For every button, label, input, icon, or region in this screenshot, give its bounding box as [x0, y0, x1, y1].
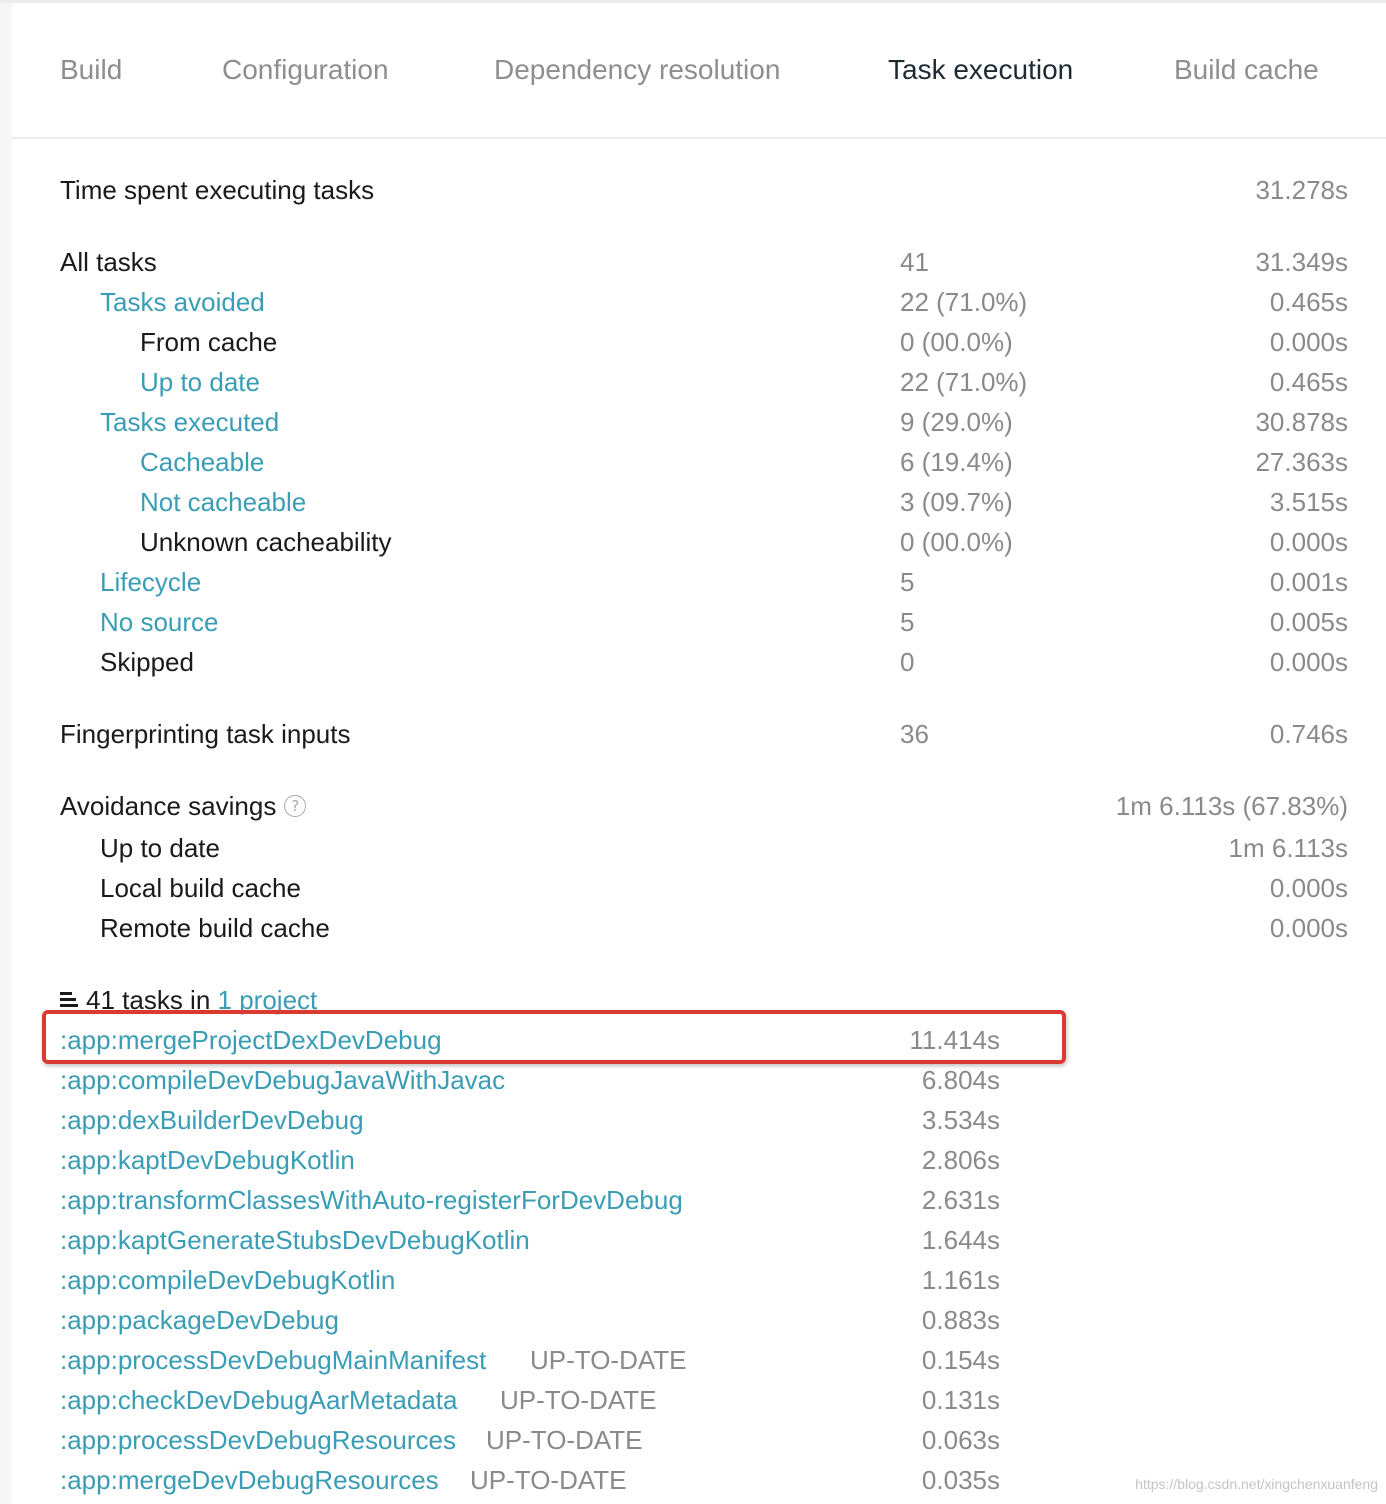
- stat-tasks-executed: [100, 402, 1348, 442]
- stat-time: 0.746s: [1269, 719, 1348, 749]
- task-duration: 0.154s: [921, 1345, 1000, 1375]
- task-duration: 0.883s: [921, 1305, 1000, 1335]
- stat-time: 0.005s: [1269, 607, 1348, 637]
- task-duration: 0.131s: [921, 1385, 1000, 1415]
- task-row[interactable]: [60, 1420, 1000, 1460]
- task-status: UP-TO-DATE: [470, 1465, 627, 1495]
- task-name-link[interactable]: :app:packageDevDebug: [60, 1305, 339, 1335]
- stat-count: 3 (09.7%): [900, 487, 1013, 517]
- task-name-link[interactable]: :app:kaptDevDebugKotlin: [60, 1145, 355, 1175]
- watermark: https://blog.csdn.net/xingchenxuanfeng: [1135, 1476, 1378, 1492]
- tasks-avoided-link[interactable]: Tasks avoided: [100, 287, 265, 317]
- stat-time: 0.465s: [1269, 367, 1348, 397]
- stat-count: 22 (71.0%): [900, 287, 1028, 317]
- stat-time: 31.278s: [1255, 175, 1348, 205]
- stat-count: 5: [900, 567, 915, 597]
- task-name-link[interactable]: :app:mergeDevDebugResources: [60, 1465, 439, 1495]
- stat-label: Fingerprinting task inputs: [60, 719, 351, 749]
- no-source-link[interactable]: No source: [100, 607, 219, 637]
- task-duration: 2.806s: [921, 1145, 1000, 1175]
- task-duration: 1.644s: [921, 1225, 1000, 1255]
- avoidance-local-cache: [100, 868, 1348, 908]
- task-row[interactable]: [60, 1260, 1000, 1300]
- task-status: UP-TO-DATE: [486, 1425, 643, 1455]
- help-icon[interactable]: ?: [284, 795, 306, 817]
- stat-count: 6 (19.4%): [900, 447, 1013, 477]
- task-duration: 0.035s: [921, 1465, 1000, 1495]
- stat-label: Time spent executing tasks: [60, 175, 375, 205]
- task-status: UP-TO-DATE: [530, 1345, 687, 1375]
- stat-time: 0.000s: [1269, 913, 1348, 943]
- stat-count: 22 (71.0%): [900, 367, 1028, 397]
- tab-build-cache[interactable]: Build cache: [1174, 54, 1319, 85]
- cacheable-link[interactable]: Cacheable: [140, 447, 265, 477]
- stat-count: 0 (00.0%): [900, 327, 1013, 357]
- stat-count: 5: [900, 607, 915, 637]
- task-row[interactable]: [60, 1380, 1000, 1420]
- stat-count: 9 (29.0%): [900, 407, 1013, 437]
- highlight-annotation: [42, 1010, 1066, 1064]
- stat-lifecycle: [100, 562, 1348, 602]
- stat-count: 0 (00.0%): [900, 527, 1013, 557]
- task-row[interactable]: [60, 1100, 1000, 1140]
- stat-time: 0.000s: [1269, 647, 1348, 677]
- stat-label: Unknown cacheability: [140, 527, 392, 557]
- task-duration: 11.414s: [909, 1025, 1000, 1055]
- task-row[interactable]: [60, 1300, 1000, 1340]
- avoidance-savings: [60, 786, 1348, 826]
- avoidance-label-wrap: [60, 786, 306, 826]
- task-name-link[interactable]: :app:processDevDebugResources: [60, 1425, 456, 1455]
- avoidance-label: Avoidance savings: [60, 791, 277, 821]
- stat-time: 0.000s: [1269, 873, 1348, 903]
- task-name-link[interactable]: :app:compileDevDebugKotlin: [60, 1265, 396, 1295]
- task-name-link[interactable]: :app:dexBuilderDevDebug: [60, 1105, 364, 1135]
- task-duration: 0.063s: [921, 1425, 1000, 1455]
- stat-up-to-date: [140, 362, 1348, 402]
- stat-label: Remote build cache: [100, 913, 330, 943]
- stat-time: 30.878s: [1255, 407, 1348, 437]
- stat-count: 36: [900, 719, 929, 749]
- task-row[interactable]: [60, 1140, 1000, 1180]
- task-duration: 6.804s: [921, 1065, 1000, 1095]
- left-edge-strip: [0, 0, 12, 1504]
- not-cacheable-link[interactable]: Not cacheable: [140, 487, 307, 517]
- stat-from-cache: [140, 322, 1348, 362]
- task-row[interactable]: [60, 1060, 1000, 1100]
- stat-count: 0: [900, 647, 915, 677]
- tab-dependency-resolution[interactable]: Dependency resolution: [494, 54, 781, 85]
- project-link[interactable]: 1 project: [217, 985, 318, 1015]
- task-row[interactable]: [60, 1460, 1000, 1500]
- avoidance-up-to-date: [100, 828, 1348, 868]
- tab-bar: [12, 0, 1386, 139]
- stat-time: 0.465s: [1269, 287, 1348, 317]
- stat-cacheable: [140, 442, 1348, 482]
- stat-time-spent: [60, 170, 1348, 210]
- stat-time: 27.363s: [1255, 447, 1348, 477]
- stat-tasks-avoided: [100, 282, 1348, 322]
- up-to-date-link[interactable]: Up to date: [140, 367, 260, 397]
- avoidance-remote-cache: [100, 908, 1348, 948]
- task-duration: 2.631s: [921, 1185, 1000, 1215]
- stat-count: 41: [900, 247, 929, 277]
- task-name-link[interactable]: :app:kaptGenerateStubsDevDebugKotlin: [60, 1225, 530, 1255]
- stat-label: From cache: [140, 327, 278, 357]
- stat-skipped: [100, 642, 1348, 682]
- stat-label: Skipped: [100, 647, 194, 677]
- task-name-link[interactable]: :app:checkDevDebugAarMetadata: [60, 1385, 458, 1415]
- stat-time: 3.515s: [1269, 487, 1348, 517]
- tab-configuration[interactable]: Configuration: [222, 54, 389, 85]
- stat-time: 1m 6.113s: [1228, 833, 1348, 863]
- stat-time: 31.349s: [1255, 247, 1348, 277]
- tasks-executed-link[interactable]: Tasks executed: [100, 407, 280, 437]
- stat-fingerprinting: [60, 714, 1348, 754]
- list-icon: [60, 992, 78, 1008]
- avoidance-total: 1m 6.113s (67.83%): [1115, 791, 1348, 821]
- task-name-link[interactable]: :app:mergeProjectDexDevDebug: [60, 1025, 442, 1055]
- stat-label: All tasks: [60, 247, 157, 277]
- stat-label: Up to date: [100, 833, 220, 863]
- task-row[interactable]: [60, 1220, 1000, 1260]
- task-status: UP-TO-DATE: [500, 1385, 657, 1415]
- task-name-link[interactable]: :app:compileDevDebugJavaWithJavac: [60, 1065, 506, 1095]
- stat-label: Local build cache: [100, 873, 301, 903]
- tab-task-execution[interactable]: Task execution: [888, 54, 1074, 85]
- lifecycle-link[interactable]: Lifecycle: [100, 567, 202, 597]
- stat-not-cacheable: [140, 482, 1348, 522]
- task-row[interactable]: [60, 1340, 1000, 1380]
- stat-time: 0.001s: [1269, 567, 1348, 597]
- task-duration: 3.534s: [921, 1105, 1000, 1135]
- tasks-count-text: 41 tasks in: [86, 985, 211, 1015]
- tab-build[interactable]: Build: [60, 54, 123, 85]
- stat-no-source: [100, 602, 1348, 642]
- task-name-link[interactable]: :app:transformClassesWithAuto-registerForDevDebug: [60, 1185, 683, 1215]
- task-duration: 1.161s: [921, 1265, 1000, 1295]
- stat-time: 0.000s: [1269, 327, 1348, 357]
- task-row[interactable]: [60, 1180, 1000, 1220]
- stat-all-tasks: [60, 242, 1348, 282]
- stat-unknown-cacheability: [140, 522, 1348, 562]
- stat-time: 0.000s: [1269, 527, 1348, 557]
- task-name-link[interactable]: :app:processDevDebugMainManifest: [60, 1345, 487, 1375]
